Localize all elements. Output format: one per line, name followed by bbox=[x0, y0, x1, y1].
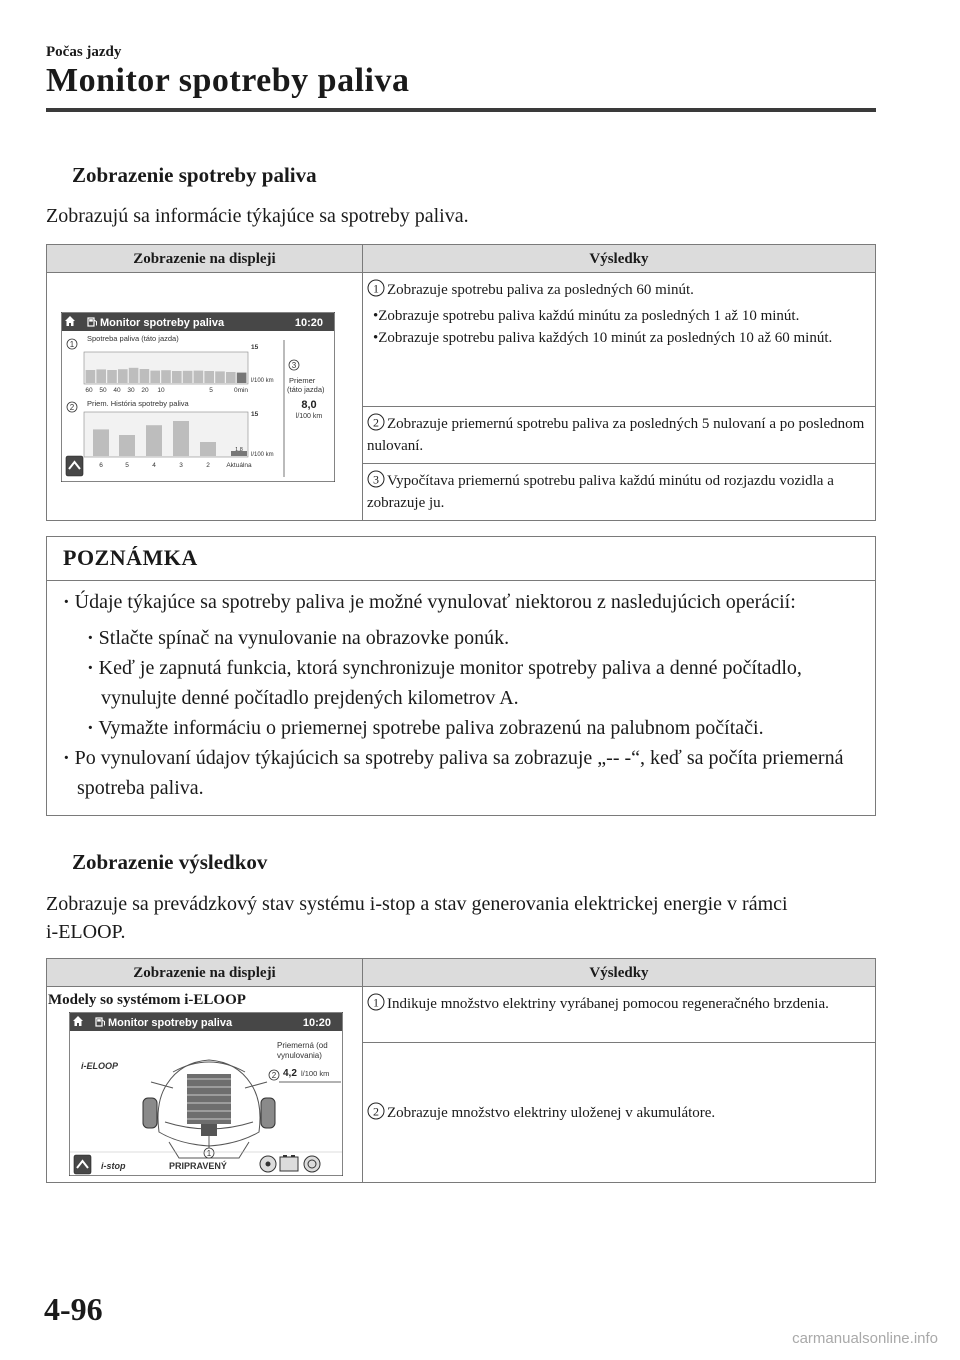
chart2-tick-label: 3 bbox=[179, 461, 183, 469]
svg-text:1: 1 bbox=[69, 339, 75, 349]
svg-text:1: 1 bbox=[206, 1149, 212, 1158]
column-header-display: Zobrazenie na displeji bbox=[47, 959, 363, 987]
fuel-monitor-screen bbox=[61, 312, 335, 482]
svg-text:1: 1 bbox=[372, 281, 379, 296]
chart1-tick-label: 50 bbox=[99, 386, 107, 394]
chart1-bar bbox=[194, 370, 204, 382]
result-row-3: 3 Vypočítava priemernú spotrebu paliva každú minútu od rozjazdu vozidla a zobrazuje ju. bbox=[362, 464, 875, 521]
chart1-ymax: 15 bbox=[251, 343, 259, 351]
back-button[interactable] bbox=[74, 1155, 91, 1174]
column-header-results: Výsledky bbox=[362, 245, 875, 273]
section-heading-fuel: Zobrazenie spotreby paliva bbox=[72, 163, 317, 187]
eloop-display-table bbox=[46, 958, 876, 1183]
avg-label-line2: vynulovania) bbox=[277, 1051, 322, 1060]
section-heading-results: Zobrazenie výsledkov bbox=[72, 850, 268, 874]
chart2-bar bbox=[173, 421, 189, 456]
section-intro-results-line1: Zobrazuje sa prevádzkový stav systému i-stop a stav generovania elektrickej energie v rámci bbox=[46, 893, 788, 915]
brake-disc-icon bbox=[304, 1156, 320, 1172]
capacitor-block bbox=[187, 1074, 231, 1124]
avg-value: 4,2 bbox=[283, 1068, 297, 1079]
chart1-bar bbox=[140, 369, 150, 383]
avg-unit: l/100 km bbox=[301, 1069, 330, 1078]
callout-number-2-icon bbox=[367, 1102, 387, 1120]
note-heading: POZNÁMKA bbox=[47, 537, 875, 581]
result-row-1: 1 Indikuje množstvo elektriny vyrábanej pomocou regeneračného brzdenia. bbox=[362, 987, 875, 1043]
current-value-label: 1,8 bbox=[235, 446, 243, 453]
chart1-bar bbox=[129, 367, 139, 382]
chapter-label: Počas jazdy bbox=[46, 44, 122, 60]
steering-wheel-icon bbox=[260, 1156, 276, 1172]
result-row-2: 2 Zobrazuje priemernú spotrebu paliva za posledných 5 nulovaní a po poslednom nulovaní. bbox=[362, 407, 875, 464]
page-number: 4-96 bbox=[44, 1291, 103, 1327]
chart1-bar bbox=[226, 372, 236, 383]
chart1-bar bbox=[237, 372, 247, 382]
istop-status: PRIPRAVENÝ bbox=[169, 1161, 227, 1171]
battery-block bbox=[201, 1124, 217, 1136]
column-header-results: Výsledky bbox=[362, 959, 875, 987]
chart1-unit: l/100 km bbox=[251, 377, 274, 384]
result-row-2: 2 Zobrazuje množstvo elektriny uloženej v akumulátore. bbox=[362, 1043, 875, 1183]
note-item-2: · Po vynulovaní údajov týkajúcich sa spotreby paliva sa zobrazuje „-- -“, keď sa počíta priemerná spotreba paliva. bbox=[63, 747, 844, 799]
chart2-tick-label: 4 bbox=[152, 461, 156, 469]
chart1-tick-label: 30 bbox=[127, 386, 135, 394]
screen-title: Monitor spotreby paliva bbox=[100, 316, 225, 329]
display-image-cell bbox=[47, 273, 363, 521]
note-sub-2: · Keď je zapnutá funkcia, ktorá synchronizuje monitor spotreby paliva a denné počítadlo, vynulujte denné počítadlo prejdených kilometrov A. bbox=[87, 657, 802, 709]
section-intro-results-line2: i-ELOOP. bbox=[46, 921, 126, 943]
chart2-ymax: 15 bbox=[251, 410, 259, 418]
eloop-monitor-screen bbox=[69, 1012, 343, 1176]
avg-unit: l/100 km bbox=[295, 412, 323, 420]
callout-number-1-icon bbox=[367, 993, 387, 1011]
chart1-bar bbox=[150, 370, 160, 382]
chart2-tick-label: Aktuálna bbox=[226, 461, 252, 469]
avg-label-line2: (táto jazda) bbox=[287, 384, 325, 394]
note-item-1: · Údaje týkajúce sa spotreby paliva je možné vynulovať niektorou z nasledujúcich operácií: bbox=[63, 591, 796, 613]
screen-clock: 10:20 bbox=[294, 316, 323, 329]
watermark: carmanualsonline.info bbox=[792, 1330, 938, 1347]
svg-text:3: 3 bbox=[291, 360, 297, 370]
chart1-bar bbox=[86, 370, 96, 383]
chart1-tick-label: 5 bbox=[209, 386, 213, 394]
chart2-label: Priem. História spotreby paliva bbox=[87, 398, 189, 408]
chart1-bar bbox=[161, 370, 171, 383]
note-box bbox=[46, 536, 876, 816]
avg-label-line1: Priemerná (od bbox=[277, 1041, 328, 1050]
result-1-text: 1 Zobrazuje spotrebu paliva za posledných 60 minút. bbox=[367, 279, 869, 301]
svg-text:2: 2 bbox=[271, 1071, 277, 1080]
eloop-label: i-ELOOP bbox=[81, 1061, 119, 1071]
callout-number-3-icon bbox=[367, 470, 387, 488]
callout-number-1-icon bbox=[367, 279, 387, 297]
chart2-tick-label: 6 bbox=[99, 461, 103, 469]
battery-icon bbox=[280, 1155, 298, 1171]
note-sub-1: · Stlačte spínač na vynulovanie na obrazovke ponúk. bbox=[87, 627, 510, 649]
back-button[interactable] bbox=[66, 456, 83, 476]
svg-text:2: 2 bbox=[372, 415, 379, 430]
note-sub-3: · Vymažte informáciu o priemernej spotrebe paliva zobrazenú na palubnom počítači. bbox=[87, 717, 764, 739]
model-label: Modely so systémom i-ELOOP bbox=[48, 992, 246, 1008]
chart1-tick-label: 20 bbox=[141, 386, 149, 394]
svg-text:2: 2 bbox=[69, 402, 75, 412]
screen-title: Monitor spotreby paliva bbox=[108, 1017, 233, 1029]
title-rule bbox=[46, 108, 876, 112]
avg-label-line1: Priemer bbox=[289, 375, 316, 385]
fuel-display-table bbox=[46, 244, 876, 521]
svg-text:1: 1 bbox=[372, 995, 379, 1010]
chart1-tick-label: 40 bbox=[113, 386, 121, 394]
chart2-bar bbox=[119, 435, 135, 456]
avg-value: 8,0 bbox=[301, 398, 317, 411]
chart1-bar bbox=[215, 371, 225, 383]
svg-text:2: 2 bbox=[372, 1104, 379, 1118]
chart2-unit: l/100 km bbox=[251, 451, 274, 458]
chart2-tick-label: 5 bbox=[125, 461, 129, 469]
result-1-bullet-1: •Zobrazuje spotrebu paliva každú minútu za posledných 1 až 10 minút. bbox=[372, 308, 800, 324]
callout-number-2-icon bbox=[367, 413, 387, 431]
chart1-bar bbox=[172, 371, 182, 383]
section-intro-fuel: Zobrazujú sa informácie týkajúce sa spotreby paliva. bbox=[46, 205, 469, 227]
svg-text:3: 3 bbox=[372, 472, 379, 487]
result-1-bullet-2: •Zobrazuje spotrebu paliva každých 10 minút za posledných 10 až 60 minút. bbox=[372, 330, 833, 346]
result-row-1 bbox=[362, 273, 875, 407]
display-image-cell bbox=[47, 987, 363, 1183]
chart1-bar bbox=[204, 371, 214, 383]
chart1-tick-label: 0min bbox=[233, 386, 249, 394]
chart1-tick-label: 10 bbox=[157, 386, 165, 394]
chart2-bar bbox=[200, 442, 216, 456]
chart2-bar bbox=[93, 429, 109, 456]
page-title: Monitor spotreby paliva bbox=[46, 62, 410, 99]
chart2-tick-label: 2 bbox=[206, 461, 210, 469]
chart1-bar bbox=[183, 370, 193, 382]
chart1-tick-label: 60 bbox=[85, 386, 93, 394]
chart1-bar bbox=[118, 369, 128, 383]
screen-clock: 10:20 bbox=[302, 1017, 331, 1029]
chart1-bar bbox=[96, 369, 106, 383]
istop-label: i-stop bbox=[101, 1161, 126, 1171]
column-header-display: Zobrazenie na displeji bbox=[47, 245, 363, 273]
chart1-label: Spotreba paliva (táto jazda) bbox=[87, 333, 179, 343]
chart1-bar bbox=[107, 370, 117, 383]
chart2-bar bbox=[146, 425, 162, 456]
